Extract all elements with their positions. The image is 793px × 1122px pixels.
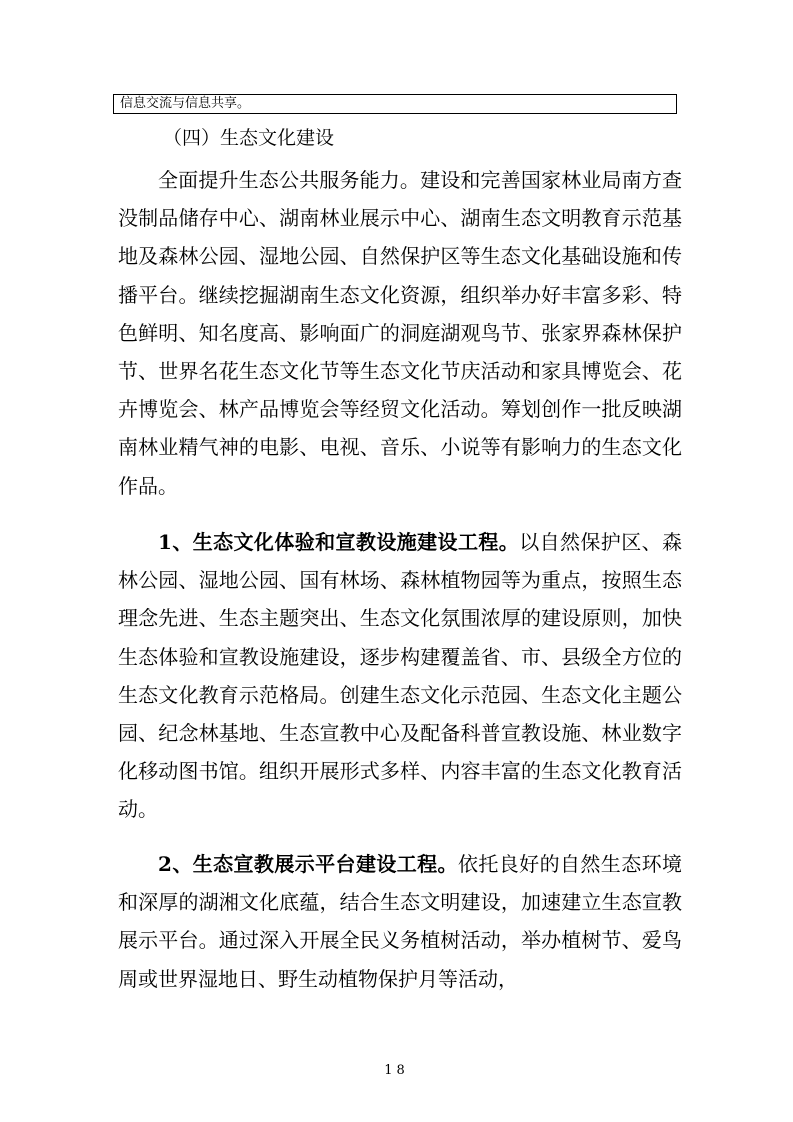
paragraph-body: 以自然保护区、森林公园、湿地公园、国有林场、森林植物园等为重点，按照生态理念先进、生态主题突出、生态文化氛围浓厚的建设原则，加快生态体验和宣教设施建设，逐步构建覆盖省、市、县级全方位的生态文化教育示范格局。创建生态文化示范园、生态文化主题公园、纪念林基地、生态宣教中心及配备科普宣教设施、林业数字化移动图书馆。组织开展形式多样、内容丰富的生态文化教育活动。 [118, 530, 683, 822]
paragraph-ecological-services [118, 161, 682, 505]
continued-text-box [113, 94, 677, 114]
paragraph-lead: 2、生态宣教展示平台建设工程。 [158, 852, 458, 876]
paragraph-experience-facilities [118, 523, 682, 829]
section-heading: （四）生态文化建设 [163, 127, 335, 149]
page-number: 18 [384, 1063, 409, 1078]
paragraph-body: 依托良好的自然生态环境和深厚的湖湘文化底蕴，结合生态文明建设，加速建立生态宣教展示平台。通过深入开展全民义务植树活动，举办植树节、爱鸟周或世界湿地日、野生动植物保护月等活动， [118, 852, 682, 991]
continued-text: 信息交流与信息共享。 [120, 96, 251, 111]
paragraph-lead: 1、生态文化体验和宣教设施建设工程。 [158, 530, 520, 554]
paragraph-body: 全面提升生态公共服务能力。建设和完善国家林业局南方查没制品储存中心、湖南林业展示中心、湖南生态文明教育示范基地及森林公园、湿地公园、自然保护区等生态文化基础设施和传播平台。继续挖掘湖南生态文化资源，组织举办好丰富多彩、特色鲜明、知名度高、影响面广的洞庭湖观鸟节、张家界森林保护节、世界名花生态文化节等生态文化节庆活动和家具博览会、花卉博览会、林产品博览会等经贸文化活动。筹划创作一批反映湖南林业精气神的电影、电视、音乐、小说等有影响力的生态文化作品。 [118, 168, 682, 498]
paragraph-exhibition-platform [118, 845, 682, 998]
